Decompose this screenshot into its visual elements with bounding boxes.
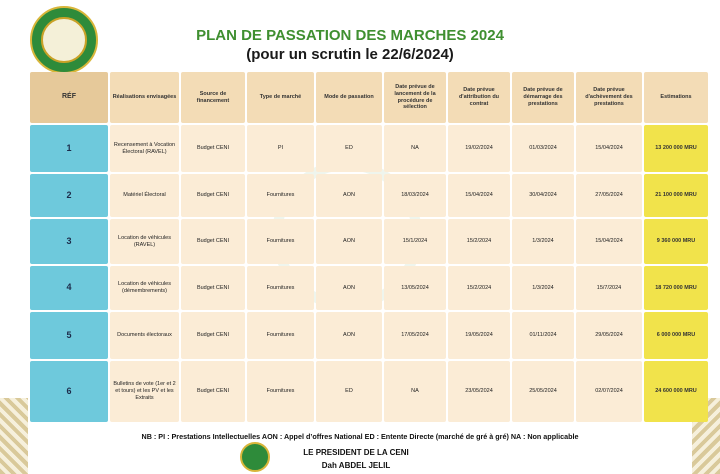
table-cell: Bulletins de vote (1er et 2 et tours) et les PV et les Extraits: [110, 361, 179, 422]
row-ref: 4: [30, 266, 108, 310]
table-cell: PI: [247, 125, 314, 172]
table-cell: Location de véhicules (démembrements): [110, 266, 179, 310]
table-cell: 01/11/2024: [512, 312, 574, 359]
estimate-cell: 21 100 000 MRU: [644, 174, 708, 217]
table-cell: 15/2/2024: [448, 266, 510, 310]
table-cell: Budget CENI: [181, 174, 245, 217]
table-cell: ED: [316, 125, 382, 172]
table-cell: Budget CENI: [181, 361, 245, 422]
table-cell: 1/3/2024: [512, 266, 574, 310]
decorative-pattern-left: [0, 398, 28, 474]
table-cell: 15/7/2024: [576, 266, 642, 310]
table-cell: Budget CENI: [181, 312, 245, 359]
estimate-cell: 13 200 000 MRU: [644, 125, 708, 172]
table-cell: AON: [316, 266, 382, 310]
table-cell: 19/02/2024: [448, 125, 510, 172]
column-header: Réalisations envisagées: [110, 72, 179, 123]
table-cell: 15/2/2024: [448, 219, 510, 264]
ceni-seal-small: [240, 442, 270, 472]
table-cell: 18/03/2024: [384, 174, 446, 217]
table-cell: NA: [384, 125, 446, 172]
table-cell: 29/05/2024: [576, 312, 642, 359]
row-ref: 2: [30, 174, 108, 217]
table-cell: Documents électoraux: [110, 312, 179, 359]
column-header: Date prévue d'attribution du contrat: [448, 72, 510, 123]
table-cell: Budget CENI: [181, 219, 245, 264]
table-cell: AON: [316, 312, 382, 359]
table-cell: 15/04/2024: [448, 174, 510, 217]
table-cell: AON: [316, 174, 382, 217]
estimate-cell: 18 720 000 MRU: [644, 266, 708, 310]
table-cell: Matériel Électoral: [110, 174, 179, 217]
column-header: Source de financement: [181, 72, 245, 123]
column-header: RÉF: [30, 72, 108, 123]
estimate-cell: 9 360 000 MRU: [644, 219, 708, 264]
procurement-table: [30, 72, 697, 430]
table-cell: Budget CENI: [181, 266, 245, 310]
estimate-cell: 6 000 000 MRU: [644, 312, 708, 359]
logo-emblem: [41, 17, 87, 63]
table-cell: 1/3/2024: [512, 219, 574, 264]
row-ref: 6: [30, 361, 108, 422]
table-cell: Fournitures: [247, 266, 314, 310]
table-cell: 19/05/2024: [448, 312, 510, 359]
column-header: Date prévue de lancement de la procédure de sélection: [384, 72, 446, 123]
row-ref: 3: [30, 219, 108, 264]
column-header: Type de marché: [247, 72, 314, 123]
table-cell: 13/05/2024: [384, 266, 446, 310]
table-cell: Fournitures: [247, 174, 314, 217]
table-cell: Location de véhicules (RAVEL): [110, 219, 179, 264]
table-cell: 15/04/2024: [576, 125, 642, 172]
ceni-logo: [30, 6, 98, 74]
table-cell: 15/04/2024: [576, 219, 642, 264]
page-title: PLAN DE PASSATION DES MARCHES 2024: [196, 27, 504, 44]
column-header: Date prévue de démarrage des prestations: [512, 72, 574, 123]
table-cell: NA: [384, 361, 446, 422]
table-cell: 02/07/2024: [576, 361, 642, 422]
president-title: LE PRESIDENT DE LA CENI: [303, 448, 409, 457]
table-cell: Fournitures: [247, 312, 314, 359]
column-header: Estimations: [644, 72, 708, 123]
table-cell: ED: [316, 361, 382, 422]
table-cell: Fournitures: [247, 219, 314, 264]
table-cell: Recensement à Vocation Électoral (RAVEL): [110, 125, 179, 172]
table-cell: 23/05/2024: [448, 361, 510, 422]
table-cell: Fournitures: [247, 361, 314, 422]
row-ref: 1: [30, 125, 108, 172]
table-cell: Budget CENI: [181, 125, 245, 172]
table-cell: 25/05/2024: [512, 361, 574, 422]
page-subtitle: (pour un scrutin le 22/6/2024): [246, 46, 454, 63]
table-cell: 15/1/2024: [384, 219, 446, 264]
row-ref: 5: [30, 312, 108, 359]
footnote: NB : PI : Prestations Intellectuelles AON : Appel d’offres National ED : Entente Directe (marché de gré à gré) NA : Non applicable: [141, 432, 579, 441]
table-cell: 17/05/2024: [384, 312, 446, 359]
president-name: Dah ABDEL JELIL: [321, 461, 391, 470]
column-header: Mode de passation: [316, 72, 382, 123]
table-cell: 01/03/2024: [512, 125, 574, 172]
estimate-cell: 24 600 000 MRU: [644, 361, 708, 422]
table-cell: 30/04/2024: [512, 174, 574, 217]
column-header: Date prévue d'achèvement des prestations: [576, 72, 642, 123]
table-cell: 27/05/2024: [576, 174, 642, 217]
table-cell: AON: [316, 219, 382, 264]
